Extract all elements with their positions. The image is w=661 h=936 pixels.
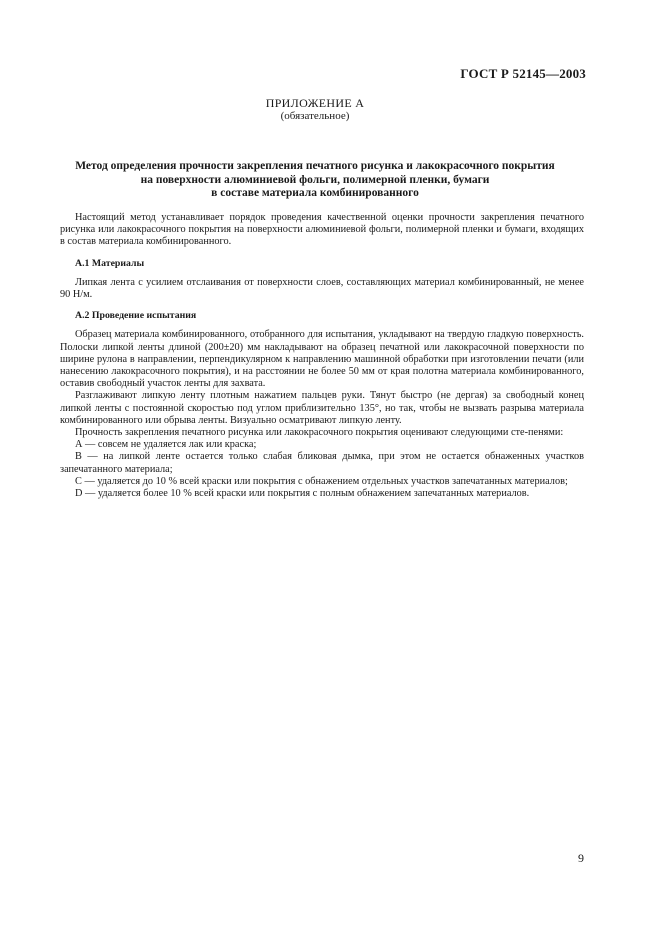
- title-line-2: на поверхности алюминиевой фольги, полимерной пленки, бумаги: [140, 173, 490, 186]
- appendix-heading: [0, 97, 630, 123]
- standard-number: ГОСТ Р 52145—2003: [460, 66, 586, 81]
- page-number: 9: [578, 851, 584, 865]
- title-line-3: в составе материала комбинированного: [211, 187, 419, 199]
- title-line-1: Метод определения прочности закрепления печатного рисунка и лакокрасочного покрытия: [75, 160, 555, 172]
- grade-a: А — совсем не удаляется лак или краска;: [75, 439, 257, 451]
- section-a2-paragraph-1: Образец материала комбинированного, отобранного для испытания, укладывают на твердую гладкую поверхность. Полоски липкой ленты длиной (200±20) мм накладывают на образец печатной или лакокрасочной поверхности по ширине рулона в направлении, перпендикулярном к направлению машинной обработки при изготовлении печати (или нанесению лакокрасочного покрытия), и на расстоянии не более 50 мм от края полотна материала комбинированного, оставив свободный участок ленты для захвата.: [60, 329, 584, 390]
- grade-c: С — удаляется до 10 % всей краски или покрытия с обнажением отдельных участков запечатанных материалов;: [75, 475, 568, 487]
- appendix-label: ПРИЛОЖЕНИЕ А: [265, 96, 365, 110]
- appendix-status: (обязательное): [280, 110, 350, 122]
- intro-paragraph: Настоящий метод устанавливает порядок проведения качественной оценки прочности закрепления печатного рисунка или лакокрасочного покрытия на поверхности алюминиевой фольги, полимерной пленки и бумаги, входящих в состав материала комбинированного.: [60, 212, 584, 248]
- section-a1-text: Липкая лента с усилием отслаивания от поверхности слоев, составляющих материал комбинированный, не менее 90 Н/м.: [60, 276, 584, 301]
- document-body: [60, 212, 584, 500]
- grade-d: D — удаляется более 10 % всей краски или покрытия с полным обнажением запечатанных материалов.: [75, 488, 530, 500]
- document-title: [0, 160, 630, 201]
- section-a2-heading: А.2 Проведение испытания: [75, 310, 197, 322]
- grade-b: В — на липкой ленте остается только слабая бликовая дымка, при этом не остается обнаженных участков запечатанного материала;: [60, 451, 584, 475]
- section-a2-paragraph-3: Прочность закрепления печатного рисунка или лакокрасочного покрытия оценивают следующими сте-пенями:: [75, 427, 564, 439]
- section-a1-heading: А.1 Материалы: [75, 257, 145, 269]
- section-a2-paragraph-2: Разглаживают липкую ленту плотным нажатием пальцев руки. Тянут быстро (не дергая) за свободный конец липкой ленты с постоянной скоростью под углом приблизительно 135°, но так, чтобы не вызвать разрыва материала комбинированного или обрыва ленты. Визуально осматривают липкую ленту.: [60, 390, 584, 426]
